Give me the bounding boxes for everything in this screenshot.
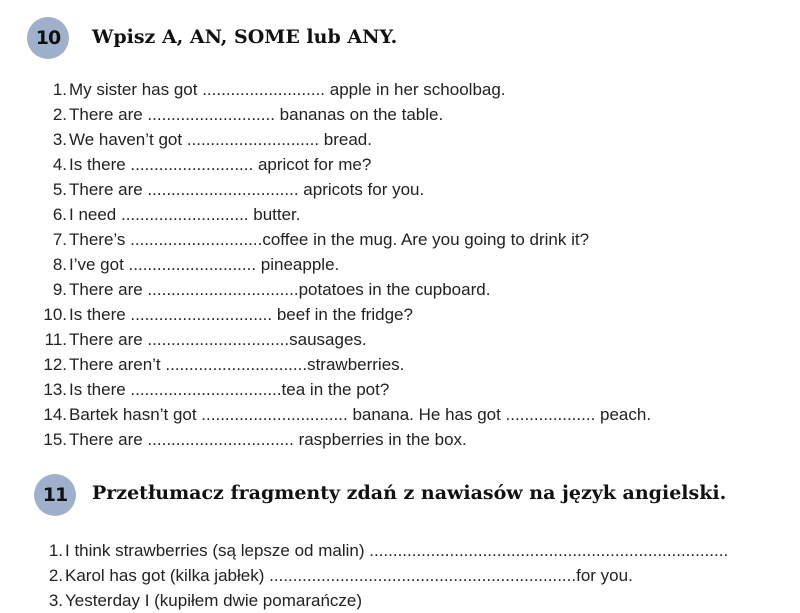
item-text: There are ..............................sausages. (69, 330, 367, 349)
item-number: 5. (52, 180, 67, 199)
item-text: I need ........................... butter. (69, 205, 301, 224)
item-number: 12. (43, 355, 67, 374)
item-text: There are ................................potatoes in the cupboard. (69, 280, 491, 299)
item-text: There aren’t ..............................strawberries. (69, 355, 405, 374)
item-number: 14. (43, 405, 67, 424)
item-text: Is there .......................... apricot for me? (69, 155, 372, 174)
item-text: Bartek hasn’t got ............................... banana. He has got ................... peach. (69, 405, 652, 424)
list-item (52, 77, 651, 102)
list-item (43, 302, 651, 327)
exercise-number: 11 (42, 484, 68, 506)
item-number: 8. (52, 255, 67, 274)
list-item (43, 377, 651, 402)
item-text: We haven’t got ............................ bread. (69, 130, 372, 149)
exercise-title: Wpisz A, AN, SOME lub ANY. (92, 26, 398, 48)
item-number: 2. (48, 566, 63, 585)
list-item (48, 588, 728, 613)
list-item (52, 227, 651, 252)
item-number: 2. (52, 105, 67, 124)
item-number: 13. (43, 380, 67, 399)
item-number: 15. (43, 430, 67, 449)
item-text: There are ................................ apricots for you. (69, 180, 425, 199)
list-item (43, 352, 651, 377)
item-text: Karol has got (kilka jabłek) .................................................................for you. (65, 566, 633, 585)
item-text: I think strawberries (są lepsze od malin) ............................................................................ (65, 541, 729, 560)
item-text: My sister has got .......................... apple in her schoolbag. (69, 80, 506, 99)
item-text: There’s ............................coffee in the mug. Are you going to drink it? (69, 230, 590, 249)
list-item (52, 252, 651, 277)
list-item (43, 427, 651, 452)
list-item (52, 177, 651, 202)
list-item (48, 538, 729, 563)
list-item (44, 327, 651, 352)
list-item (52, 202, 651, 227)
exercise-number-badge (27, 17, 69, 59)
item-text: Yesterday I (kupiłem dwie pomarańcze) (65, 591, 363, 610)
item-number: 9. (52, 280, 67, 299)
item-number: 1. (48, 541, 63, 560)
item-text: There are ............................... raspberries in the box. (69, 430, 467, 449)
exercise-10-list (43, 77, 652, 452)
item-number: 3. (52, 130, 67, 149)
list-item (48, 563, 728, 588)
item-text: There are ........................... bananas on the table. (69, 105, 444, 124)
item-number: 7. (52, 230, 67, 249)
item-number: 1. (52, 80, 67, 99)
item-number: 4. (52, 155, 67, 174)
item-text: Is there .............................. beef in the fridge? (69, 305, 413, 324)
item-number: 10. (43, 305, 67, 324)
list-item (52, 127, 651, 152)
item-number: 11. (44, 330, 67, 349)
exercise-number-badge (34, 474, 76, 516)
list-item (52, 152, 651, 177)
item-text: Is there ................................tea in the pot? (69, 380, 390, 399)
item-text: I’ve got ........................... pineapple. (69, 255, 340, 274)
item-number: 6. (52, 205, 67, 224)
list-item (43, 402, 652, 427)
exercise-title: Przetłumacz fragmenty zdań z nawiasów na język angielski. (92, 482, 727, 504)
list-item (52, 102, 651, 127)
exercise-number: 10 (35, 27, 61, 49)
item-number: 3. (48, 591, 63, 610)
list-item (52, 277, 651, 302)
exercise-11-list (48, 538, 729, 613)
